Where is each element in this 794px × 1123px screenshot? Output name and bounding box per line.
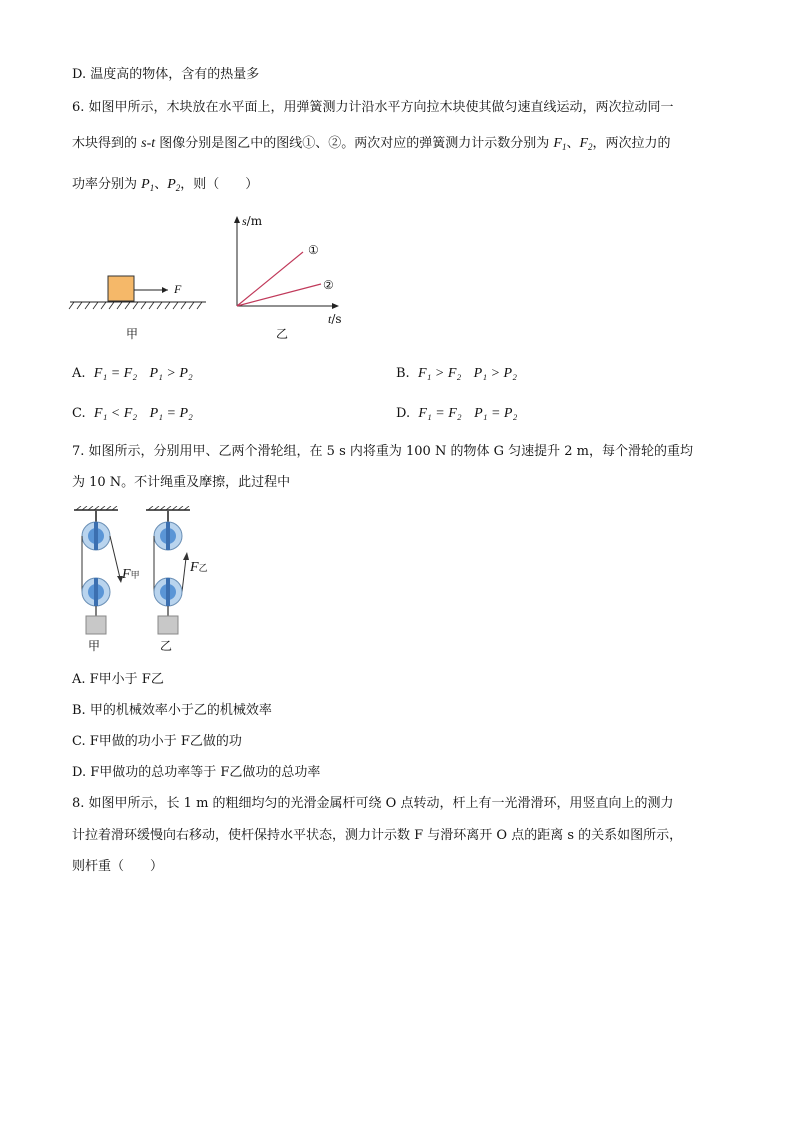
y-axis-arrow <box>234 216 240 223</box>
fixed-pulley-axle <box>166 522 170 550</box>
q6-f1-symbol: $F_1$ <box>553 136 567 152</box>
option-f-relation: F₁ = F₂ <box>418 406 462 421</box>
pull-arrowhead <box>183 552 189 560</box>
q6-stem-line1: 6. 如图甲所示，木块放在水平面上，用弹簧测力计沿水平方向拉木块使其做匀速直线运动，两次拉动同一 <box>72 100 674 115</box>
wood-block <box>108 276 134 301</box>
q6-option-d <box>396 405 517 423</box>
q7-option-a: A. F甲小于 F乙 <box>72 672 164 687</box>
q6-stem-line3-a: 功率分别为 <box>72 177 142 192</box>
option-p-relation: P₁ > P₂ <box>149 366 193 381</box>
option-p-relation: P₁ > P₂ <box>473 366 517 381</box>
movable-pulley-axle <box>166 578 170 606</box>
q7-option-c: C. F甲做的功小于 F乙做的功 <box>72 734 242 749</box>
q6-p2-symbol: $P_2$ <box>167 177 181 193</box>
rope-pull <box>182 558 186 592</box>
option-p-relation: P₁ = P₂ <box>474 406 518 421</box>
q6-axis-x-label: t/s <box>328 312 342 326</box>
option-letter: C. <box>72 406 86 421</box>
option-letter: D. <box>396 406 411 421</box>
q6-force-label: F <box>174 282 182 296</box>
q6-option-a <box>72 365 193 383</box>
q7-stem-line2: 为 10 N。不计绳重及摩擦，此过程中 <box>72 475 291 490</box>
q7-fig-jia-caption: 甲 <box>88 639 101 653</box>
q5-option-d: D. 温度高的物体，含有的热量多 <box>72 67 260 82</box>
q6-stem-line2: 木块得到的 s-t 图像分别是图乙中的图线①、②。两次对应的弹簧测力计示数分别为 $F_1$、$F_2$，两次拉力的 <box>72 136 671 152</box>
q6-figure-jia <box>68 270 208 315</box>
q6-p1-symbol: $P_1$ <box>141 177 155 193</box>
rope-pull <box>110 536 120 578</box>
option-f-relation: F₁ = F₂ <box>93 366 138 381</box>
q6-axis-y-label: s/m <box>242 214 263 228</box>
x-axis-arrow <box>332 303 339 309</box>
option-p-relation: P₁ = P₂ <box>149 406 193 421</box>
q6-curve2-label: ② <box>323 278 334 292</box>
q6-fig-yi-caption: 乙 <box>276 327 289 341</box>
q6-stem-line2-c: ，两次拉力的 <box>592 136 671 151</box>
q7-option-d: D. F甲做功的总功率等于 F乙做功的总功率 <box>72 765 321 780</box>
q6-curve1-label: ① <box>308 243 319 257</box>
q7-f-jia-label: F甲 <box>122 567 140 582</box>
q6-fig-jia-caption: 甲 <box>126 327 139 341</box>
q6-option-b <box>396 365 517 383</box>
option-letter: B. <box>396 366 410 381</box>
option-f-relation: F₁ > F₂ <box>417 366 462 381</box>
q8-stem-line1: 8. 如图甲所示，长 1 m 的粗细均匀的光滑金属杆可绕 O 点转动，杆上有一光滑滑环，用竖直向上的测力 <box>72 796 674 811</box>
q6-stem-line2-a: 木块得到的 <box>72 136 142 151</box>
q6-f2-symbol: $F_2$ <box>579 136 593 152</box>
q8-stem-line2: 计拉着滑环缓慢向右移动，使杆保持水平状态，测力计示数 F 与滑环离开 O 点的距离 s 的关系如图所示， <box>72 828 683 843</box>
force-arrowhead <box>162 287 168 293</box>
weight-block <box>86 616 106 634</box>
q7-option-b: B. 甲的机械效率小于乙的机械效率 <box>72 703 272 718</box>
option-f-relation: F₁ < F₂ <box>93 406 138 421</box>
q6-stem-line3: 功率分别为 $P_1$、$P_2$，则（ ） <box>72 177 259 193</box>
ground-hatching <box>69 302 202 309</box>
option-letter: A. <box>72 366 86 381</box>
q7-fig-yi-caption: 乙 <box>160 639 173 653</box>
weight-block <box>158 616 178 634</box>
q6-option-c <box>72 405 193 423</box>
q6-stem-line2-b: 图像分别是图乙中的图线①、②。两次对应的弹簧测力计示数分别为 <box>155 136 554 151</box>
q7-f-yi-label: F乙 <box>190 560 208 575</box>
q6-stem-line3-b: ，则（ ） <box>180 177 259 192</box>
movable-pulley-axle <box>94 578 98 606</box>
q7-stem-line1: 7. 如图所示，分别用甲、乙两个滑轮组，在 5 s 内将重为 100 N 的物体 G 匀速提升 2 m，每个滑轮的重均 <box>72 444 693 459</box>
fixed-pulley-axle <box>94 522 98 550</box>
q8-stem-line3: 则杆重（ ） <box>72 859 164 874</box>
q6-st-label: s-t <box>141 136 156 151</box>
